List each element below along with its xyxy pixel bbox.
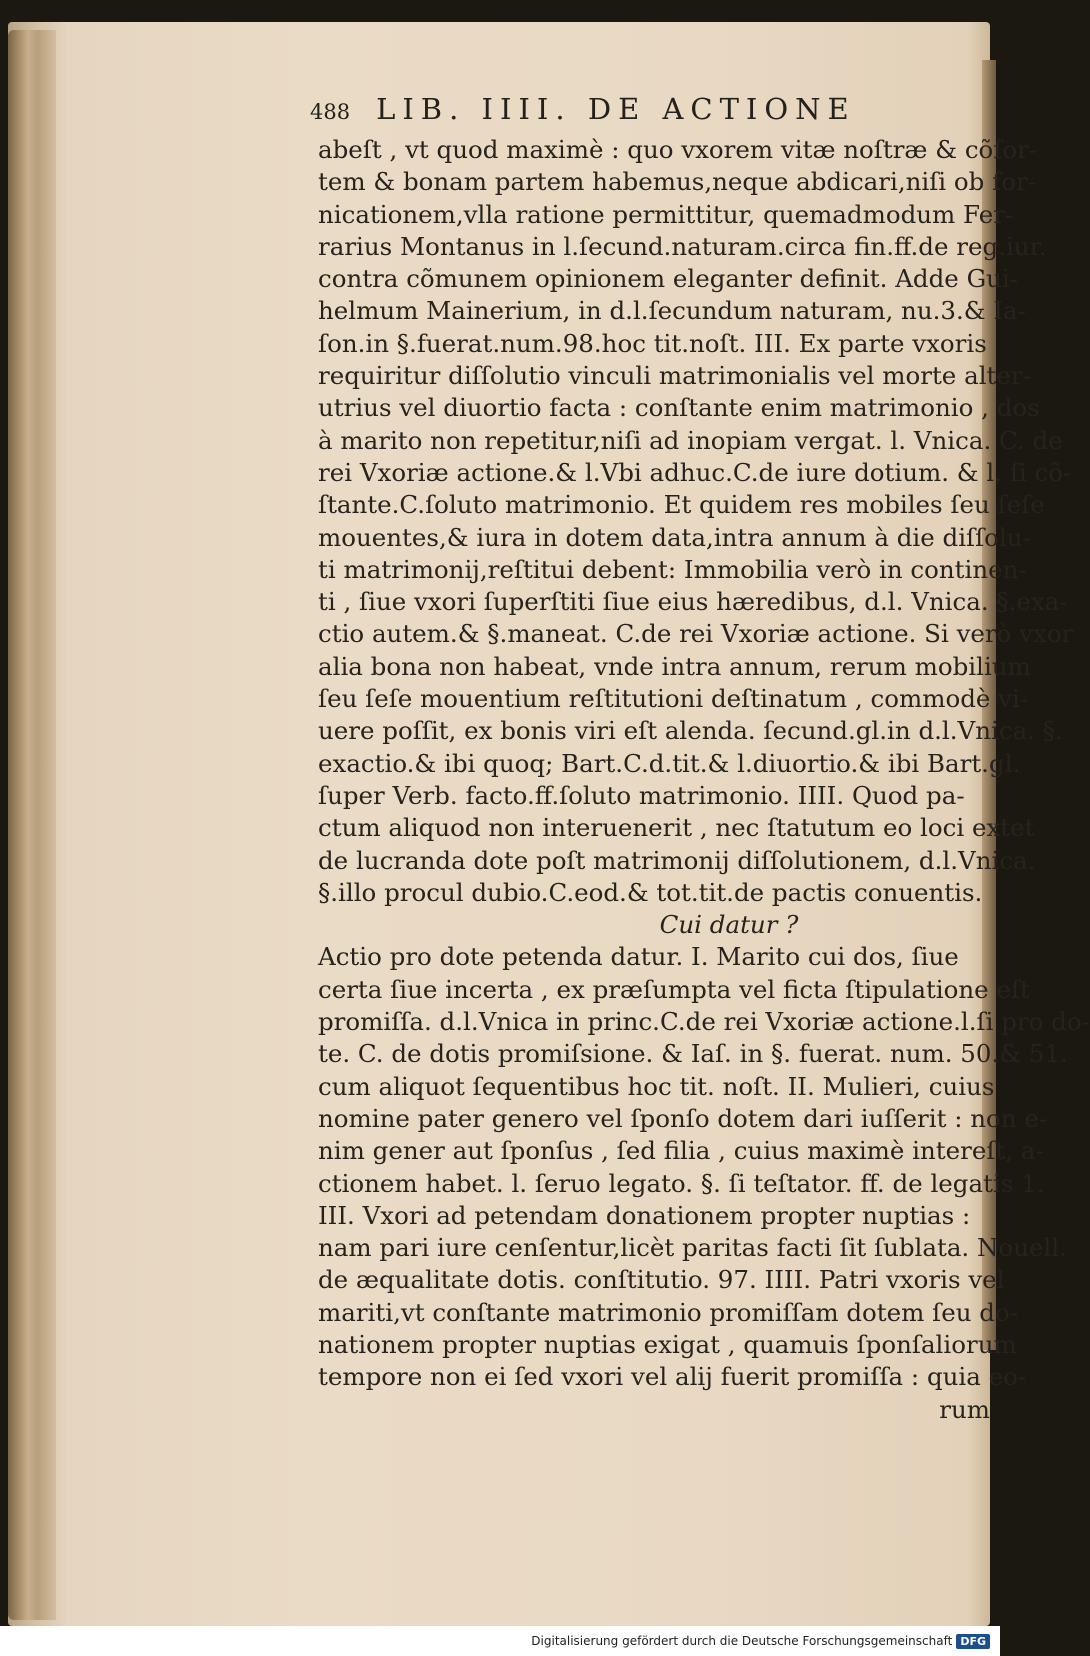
text-line: promiſſa. d.l.Vnica in princ.C.de rei Vxoriæ actione.l.ſi pro do- [318,1007,1090,1037]
text-line: utrius vel diuortio facta : conſtante enim matrimonio , dos [318,393,1040,423]
text-line: nam pari iure cenſentur,licèt paritas facti ſit ſublata. Nouell. [318,1233,1067,1263]
text-line: nicationem,vlla ratione permittitur, quemadmodum Fer- [318,199,1014,229]
text-line: ti matrimonij,reſtitui debent: Immobilia verò in continen- [318,554,1027,584]
text-line: de æqualitate dotis. conſtitutio. 97. IIII. Patri vxoris vel [318,1265,1005,1295]
text-line: rarius Montanus in l.ſecund.naturam.circa fin.ff.de reg.iur. [318,231,1047,261]
running-head: LIB. IIII. DE ACTIONE [376,92,856,126]
text-line: ſon.in §.fuerat.num.98.hoc tit.noſt. III. Ex parte vxoris [318,328,987,358]
page-edge-left [8,30,56,1620]
text-line: requiritur diſſolutio vinculi matrimonialis vel morte alter- [318,361,1031,391]
text-line: te. C. de dotis promiſsione. & Iaſ. in §. fuerat. num. 50.& 51. [318,1039,1068,1069]
text-line: uere poſſit, ex bonis viri eſt alenda. ſecund.gl.in d.l.Vnica. §. [318,716,1063,746]
text-line: helmum Mainerium, in d.l.ſecundum naturam, nu.3.& Ia- [318,296,1026,326]
digitization-footer [0,1626,1000,1656]
text-line: tempore non ei ſed vxori vel alij fuerit promiſſa : quia eo- [318,1362,1027,1392]
text-line: ſuper Verb. facto.ff.ſoluto matrimonio. IIII. Quod pa- [318,780,965,810]
text-line: Actio pro dote petenda datur. I. Marito cui dos, ſiue [318,942,959,972]
text-line: certa ſiue incerta , ex præſumpta vel ficta ſtipulatione eſt [318,974,1030,1004]
text-line: mariti,vt conſtante matrimonio promiſſam dotem ſeu do- [318,1297,1018,1327]
text-line: tem & bonam partem habemus,neque abdicari,niſi ob for- [318,167,1036,197]
folio-number: 488 [310,100,351,124]
text-line: nim gener aut ſponſus , ſed filia , cuius maximè intereſt, a- [318,1136,1044,1166]
text-line: alia bona non habeat, vnde intra annum, rerum mobilium [318,651,1031,681]
text-line: nationem propter nuptias exigat , quamuis ſponſaliorum [318,1329,1017,1359]
text-line: rei Vxoriæ actione.& l.Vbi adhuc.C.de iure dotium. & l. ſi cõ- [318,457,1072,487]
text-line: ſtante.C.ſoluto matrimonio. Et quidem res mobiles ſeu ſeſe [318,490,1045,520]
text-line: de lucranda dote poſt matrimonij diſſolutionem, d.l.Vnica. [318,845,1036,875]
body-text [318,134,1090,1426]
section-caption: Cui datur ? [659,910,799,940]
text-line: ctio autem.& §.maneat. C.de rei Vxoriæ actione. Si verò vxor [318,619,1074,649]
dfg-logo: DFG [956,1634,990,1649]
catchword: rum [939,1394,990,1424]
text-line: abeſt , vt quod maximè : quo vxorem vitæ noſtræ & cõſor- [318,135,1038,164]
text-line: nomine pater genero vel ſponſo dotem dari iuſſerit : non e- [318,1103,1048,1133]
text-line: ti , ſiue vxori ſuperſtiti ſiue eius hæredibus, d.l. Vnica. §.exa- [318,587,1068,617]
text-line: ctum aliquod non interuenerit , nec ſtatutum eo loci extet [318,813,1035,843]
text-line: cum aliquot ſequentibus hoc tit. noſt. II. Mulieri, cuius [318,1071,995,1101]
text-line: ctionem habet. l. ſeruo legato. §. ſi teſtator. ff. de legatis 1. [318,1168,1045,1198]
page-header [310,92,900,132]
text-line: ſeu ſeſe mouentium reſtitutioni deſtinatum , commodè vi- [318,684,1029,714]
text-line: exactio.& ibi quoq; Bart.C.d.tit.& l.diuortio.& ibi Bart.gl. [318,748,1021,778]
text-line: à marito non repetitur,niſi ad inopiam vergat. l. Vnica. C. de [318,425,1063,455]
text-line: contra cõmunem opinionem eleganter definit. Adde Gui- [318,264,1019,294]
text-line: mouentes,& iura in dotem data,intra annum à die diſſolu- [318,522,1031,552]
text-line: §.illo procul dubio.C.eod.& tot.tit.de pactis conuentis. [318,877,983,907]
text-line: III. Vxori ad petendam donationem propter nuptias : [318,1200,971,1230]
footer-credit: Digitalisierung gefördert durch die Deutsche Forschungsgemeinschaft [531,1634,953,1648]
